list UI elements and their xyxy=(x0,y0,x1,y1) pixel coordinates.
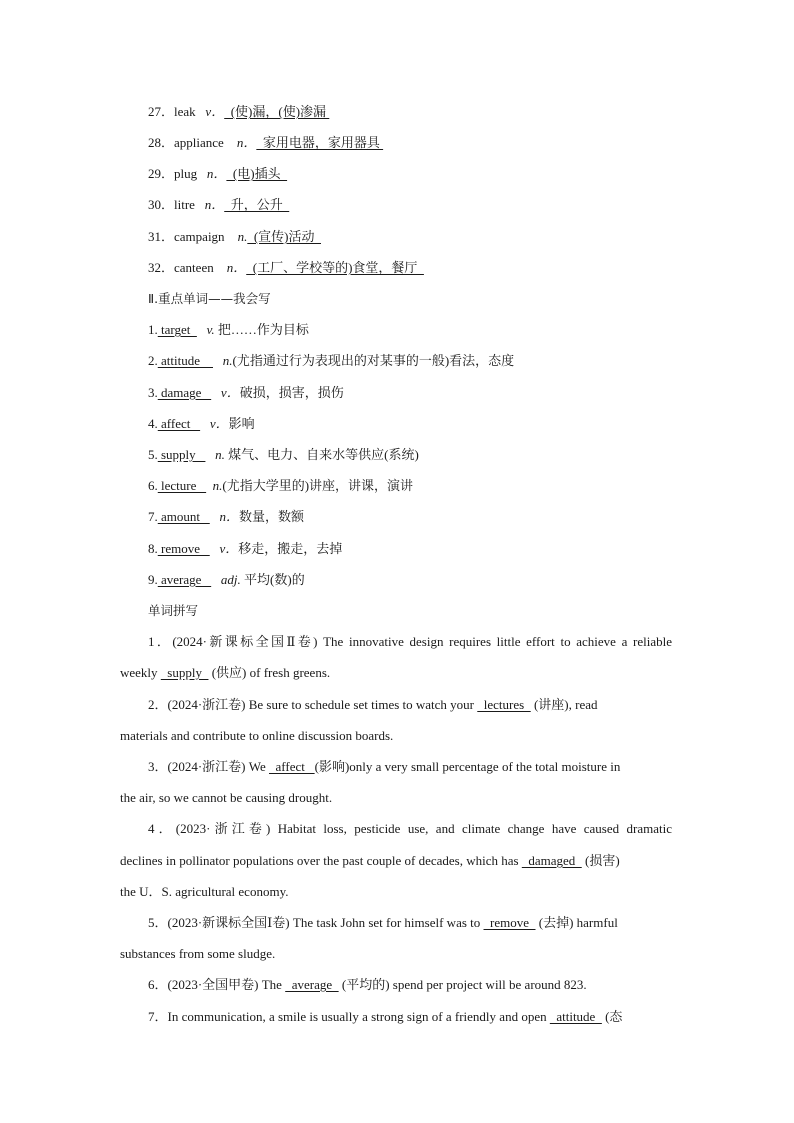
answer-blank: (宣传)活动 xyxy=(247,229,321,244)
word-meaning: 破损，损害，损伤 xyxy=(239,385,344,400)
item-number: 6. xyxy=(148,478,158,493)
key-word-item xyxy=(148,508,304,526)
exercise-text: (影响)only a very small percentage of the total moisture in xyxy=(314,759,621,774)
item-number: 31． xyxy=(148,229,175,244)
key-word-item xyxy=(148,540,342,558)
answer-blank: affect xyxy=(269,759,315,774)
word-meaning: 平均(数)的 xyxy=(244,572,305,587)
word-meaning: 影响 xyxy=(228,416,255,431)
exercise-text: (去掉) harmful xyxy=(535,915,618,930)
exercise-line xyxy=(148,914,618,932)
vocab-word: appliance xyxy=(174,135,224,150)
item-number: 2. xyxy=(148,353,158,368)
answer-blank: (使)漏，(使)渗漏 xyxy=(224,104,330,119)
part-of-speech: v． xyxy=(205,104,225,119)
item-number: 32． xyxy=(148,260,175,275)
part-of-speech: v. xyxy=(206,322,215,337)
part-of-speech: v． xyxy=(219,541,239,556)
exercise-text: 3．(2024·浙江卷) We xyxy=(148,759,269,774)
exercise-line: 1．(2024·新课标全国Ⅱ卷) The innovative design requires little effort to achieve a reliable xyxy=(148,634,672,649)
part-of-speech: n． xyxy=(206,166,227,181)
exercise-line xyxy=(120,852,620,870)
exercise-line xyxy=(148,1008,622,1026)
part-of-speech: n. xyxy=(215,447,225,462)
vocab-item xyxy=(148,228,321,246)
exercise-text: (供应) of fresh greens. xyxy=(208,665,331,680)
word-meaning: 移走，搬走，去掉 xyxy=(238,541,343,556)
item-number: 30． xyxy=(148,197,175,212)
part-of-speech: n. xyxy=(237,229,248,244)
item-number: 8. xyxy=(148,541,158,556)
answer-blank: remove xyxy=(157,541,210,556)
section-heading: Ⅱ.重点单词——我会写 xyxy=(148,291,271,306)
item-number: 29． xyxy=(148,166,175,181)
item-number: 4. xyxy=(148,416,158,431)
word-meaning: 煤气、电力、自来水等供应(系统) xyxy=(228,447,419,462)
answer-blank: 家用电器，家用器具 xyxy=(256,135,384,150)
exercise-line: the U．S. agricultural economy. xyxy=(120,884,289,899)
vocab-item xyxy=(148,134,383,152)
item-number: 3. xyxy=(148,385,158,400)
key-word-item xyxy=(148,446,419,464)
part-of-speech: v． xyxy=(220,385,240,400)
exercise-line xyxy=(120,664,330,682)
answer-blank: amount xyxy=(157,509,210,524)
vocab-item xyxy=(148,103,329,121)
key-word-item xyxy=(148,321,309,339)
part-of-speech: n． xyxy=(219,509,240,524)
answer-blank: 升，公升 xyxy=(224,197,290,212)
vocab-word: leak xyxy=(174,104,196,119)
vocab-word: litre xyxy=(174,197,195,212)
exercise-line xyxy=(148,758,620,776)
answer-blank: attitude xyxy=(549,1009,602,1024)
exercise-text: declines in pollinator populations over the past couple of decades, which has xyxy=(120,853,522,868)
key-word-item xyxy=(148,477,413,495)
exercise-line xyxy=(148,696,597,714)
answer-blank: (工厂、学校等的)食堂，餐厅 xyxy=(246,260,424,275)
vocab-word: plug xyxy=(174,166,198,181)
part-of-speech: n． xyxy=(204,197,225,212)
section-heading: 单词拼写 xyxy=(148,603,199,618)
item-number: 28． xyxy=(148,135,175,150)
item-number: 9. xyxy=(148,572,158,587)
vocab-word: canteen xyxy=(174,260,214,275)
answer-blank: (电)插头 xyxy=(226,166,288,181)
answer-blank: lecture xyxy=(157,478,207,493)
exercise-line: 4．(2023·浙江卷) Habitat loss, pesticide use, and climate change have caused dramatic xyxy=(148,821,672,836)
exercise-line xyxy=(148,976,587,994)
answer-blank: damaged xyxy=(521,853,582,868)
part-of-speech: n. xyxy=(212,478,223,493)
answer-blank: average xyxy=(157,572,212,587)
part-of-speech: n． xyxy=(226,260,247,275)
vocab-item xyxy=(148,196,289,214)
key-word-item xyxy=(148,415,255,433)
part-of-speech: adj. xyxy=(220,572,241,587)
answer-blank: remove xyxy=(483,915,536,930)
vocab-word: campaign xyxy=(174,229,225,244)
key-word-item xyxy=(148,571,305,589)
exercise-line: the air, so we cannot be causing drought. xyxy=(120,790,333,805)
item-number: 7. xyxy=(148,509,158,524)
answer-blank: supply xyxy=(160,665,209,680)
answer-blank: supply xyxy=(157,447,206,462)
exercise-text: (讲座), read xyxy=(530,697,598,712)
exercise-text: weekly xyxy=(120,665,161,680)
exercise-text: 6．(2023·全国甲卷) The xyxy=(148,977,286,992)
part-of-speech: v． xyxy=(209,416,229,431)
answer-blank: target xyxy=(157,322,197,337)
exercise-text: 5．(2023·新课标全国Ⅰ卷) The task John set for himself was to xyxy=(148,915,484,930)
answer-blank: affect xyxy=(157,416,201,431)
item-number: 5. xyxy=(148,447,158,462)
vocab-item xyxy=(148,259,424,277)
word-meaning: 数量，数额 xyxy=(239,509,305,524)
vocab-item xyxy=(148,165,287,183)
exercise-text: (态 xyxy=(601,1009,623,1024)
item-number: 27． xyxy=(148,104,175,119)
answer-blank: attitude xyxy=(157,353,213,368)
answer-blank: damage xyxy=(157,385,212,400)
part-of-speech: n． xyxy=(236,135,257,150)
answer-blank: average xyxy=(285,977,339,992)
word-meaning: (尤指通过行为表现出的对某事的一般)看法，态度 xyxy=(232,353,515,368)
key-word-item xyxy=(148,384,344,402)
exercise-text: (平均的) spend per project will be around 823. xyxy=(338,977,587,992)
exercise-text: (损害) xyxy=(581,853,620,868)
word-meaning: (尤指大学里的)讲座，讲课，演讲 xyxy=(222,478,414,493)
word-meaning: 把……作为目标 xyxy=(217,322,309,337)
exercise-line: materials and contribute to online discussion boards. xyxy=(120,728,394,743)
part-of-speech: n. xyxy=(222,353,233,368)
exercise-text: 7．In communication, a smile is usually a strong sign of a friendly and open xyxy=(148,1009,550,1024)
exercise-text: 2．(2024·浙江卷) Be sure to schedule set times to watch your xyxy=(148,697,478,712)
exercise-line: substances from some sludge. xyxy=(120,946,276,961)
answer-blank: lectures xyxy=(477,697,531,712)
key-word-item xyxy=(148,352,514,370)
item-number: 1. xyxy=(148,322,158,337)
